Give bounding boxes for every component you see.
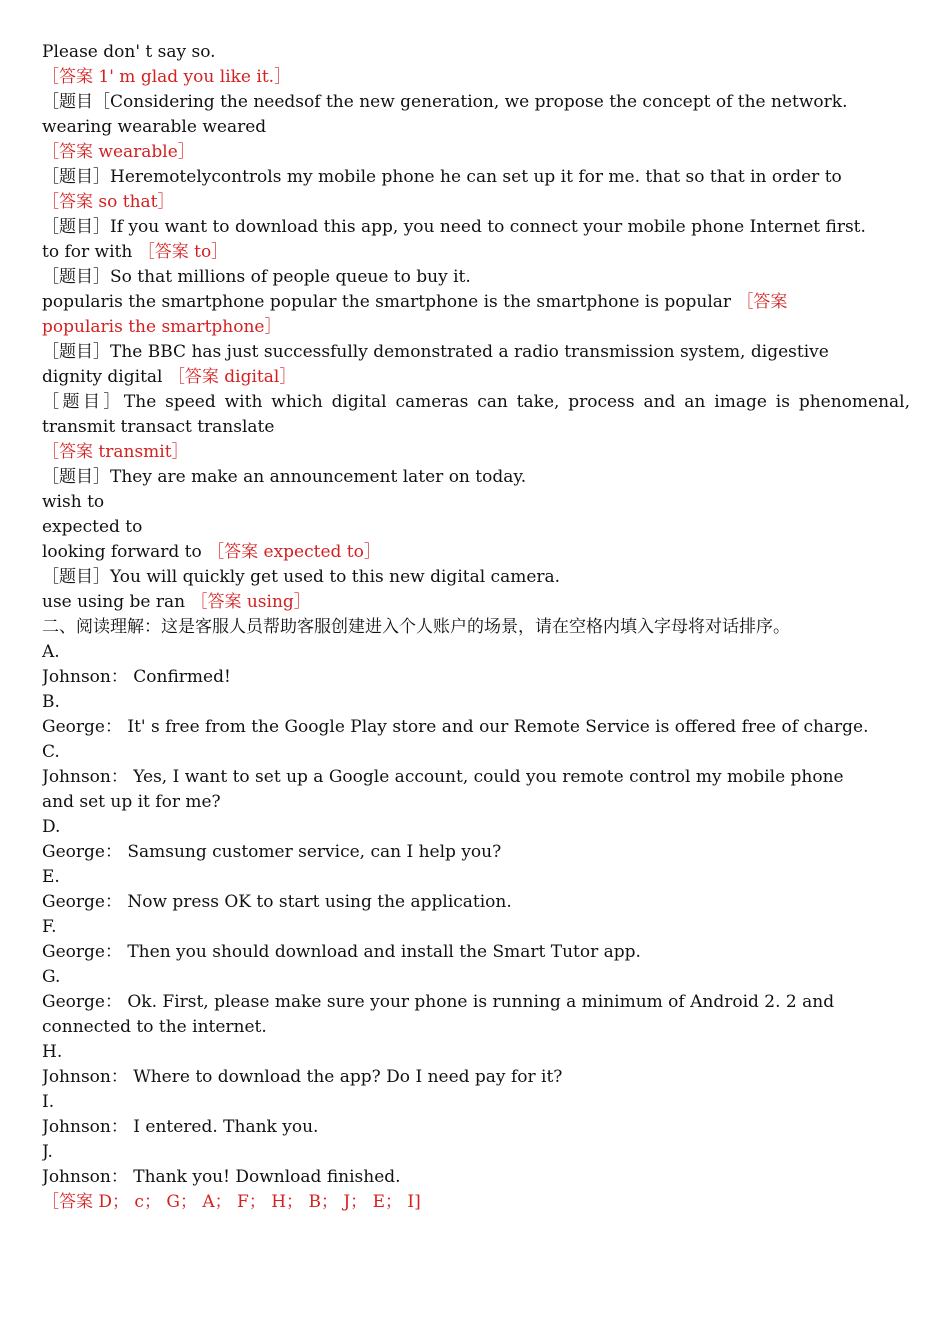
text-line [42,740,910,765]
question-text: wish to [42,492,105,512]
text-line [42,615,910,640]
question-text: to for with [42,242,138,262]
answer-text: ［答案 D； c； G； A； F； H； B； J； E； I] [42,1192,421,1212]
question-text: expected to [42,517,143,537]
answer-text: ［答案 to］ [137,242,229,262]
text-line [42,415,910,440]
text-line [42,1090,910,1115]
answer-text: ［答案 transmit］ [42,442,189,462]
question-text: looking forward to [42,542,208,562]
text-line [42,1040,910,1065]
question-text: and set up it for me? [42,792,221,812]
question-text: George： Ok. First, please make sure your phone is running a minimum of Android 2. 2 and [42,992,835,1012]
text-line [42,115,910,140]
question-text: C. [42,742,60,762]
answer-text: popularis the smartphone］ [42,317,282,337]
text-line [42,390,910,415]
text-line [42,140,910,165]
text-line [42,65,910,90]
text-line [42,515,910,540]
text-line [42,690,910,715]
question-text: E. [42,867,60,887]
text-line [42,265,910,290]
question-text: ［题目］The BBC has just successfully demonstrated a radio transmission system, digestive [42,342,829,362]
text-line [42,915,910,940]
text-line [42,840,910,865]
question-text: ［题目］If you want to download this app, you need to connect your mobile phone Internet first. [42,217,866,237]
question-text: I. [42,1092,55,1112]
question-text: popularis the smartphone popular the smartphone is the smartphone is popular [42,292,737,312]
text-line [42,640,910,665]
text-line [42,490,910,515]
answer-text: ［答案 so that］ [42,192,175,212]
question-text: transmit transact translate [42,417,275,437]
text-line [42,290,910,315]
answer-text: ［答案 expected to］ [207,542,381,562]
question-text: Please don' t say so. [42,42,216,62]
question-text: J. [42,1142,53,1162]
question-text: B. [42,692,60,712]
text-line [42,40,910,65]
text-line [42,790,910,815]
question-text: G. [42,967,61,987]
text-line [42,1165,910,1190]
text-line [42,1065,910,1090]
question-text: ［题目］They are make an announcement later on today. [42,467,527,487]
answer-text: ［答案 using］ [190,592,311,612]
question-text: ［题目］So that millions of people queue to buy it. [42,267,471,287]
text-line [42,590,910,615]
text-line [42,815,910,840]
text-line [42,1115,910,1140]
text-line [42,765,910,790]
question-text: Johnson： Confirmed! [42,667,231,687]
question-text: ［题目］You will quickly get used to this new digital camera. [42,567,561,587]
text-line [42,90,910,115]
question-text: 二、阅读理解：这是客服人员帮助客服创建进入个人账户的场景，请在空格内填入字母将对话排序。 [42,617,790,637]
question-text: ［题目］Heremotelycontrols my mobile phone he can set up it for me. that so that in order to [42,167,842,187]
question-text: use using be ran [42,592,191,612]
question-text: Johnson： Thank you! Download finished. [42,1167,401,1187]
question-text: George： It' s free from the Google Play store and our Remote Service is offered free of charge. [42,717,869,737]
text-line [42,565,910,590]
text-line [42,540,910,565]
question-text: George： Now press OK to start using the application. [42,892,512,912]
question-text: Johnson： Where to download the app? Do I need pay for it? [42,1067,563,1087]
question-text: connected to the internet. [42,1017,267,1037]
answer-text: ［答案 [736,292,788,312]
text-line [42,965,910,990]
question-text: ［题目［Considering the needsof the new generation, we propose the concept of the network. [42,92,848,112]
text-line [42,990,910,1015]
question-text: wearing wearable weared [42,117,267,137]
answer-text: ［答案 wearable］ [42,142,195,162]
text-line [42,940,910,965]
question-text: George： Samsung customer service, can I help you? [42,842,502,862]
text-line [42,665,910,690]
text-line [42,340,910,365]
text-line [42,890,910,915]
question-text: Johnson： Yes, I want to set up a Google account, could you remote control my mobile phone [42,767,844,787]
text-line [42,365,910,390]
text-line [42,240,910,265]
text-line [42,190,910,215]
question-text: H. [42,1042,63,1062]
text-line [42,1015,910,1040]
text-line [42,865,910,890]
text-line [42,315,910,340]
answer-text: ［答案 1' m glad you like it.］ [42,67,292,87]
question-text: George： Then you should download and install the Smart Tutor app. [42,942,641,962]
text-line [42,715,910,740]
question-text: F. [42,917,57,937]
text-line [42,1190,910,1215]
text-line [42,165,910,190]
question-text: dignity digital [42,367,168,387]
question-text: ［题目］The speed with which digital cameras can take, process and an image is phenomenal, [42,392,910,412]
answer-text: ［答案 digital］ [167,367,297,387]
question-text: Johnson： I entered. Thank you. [42,1117,319,1137]
question-text: D. [42,817,61,837]
text-line [42,215,910,240]
text-line [42,440,910,465]
question-text: A. [42,642,60,662]
text-line [42,1140,910,1165]
text-line [42,465,910,490]
